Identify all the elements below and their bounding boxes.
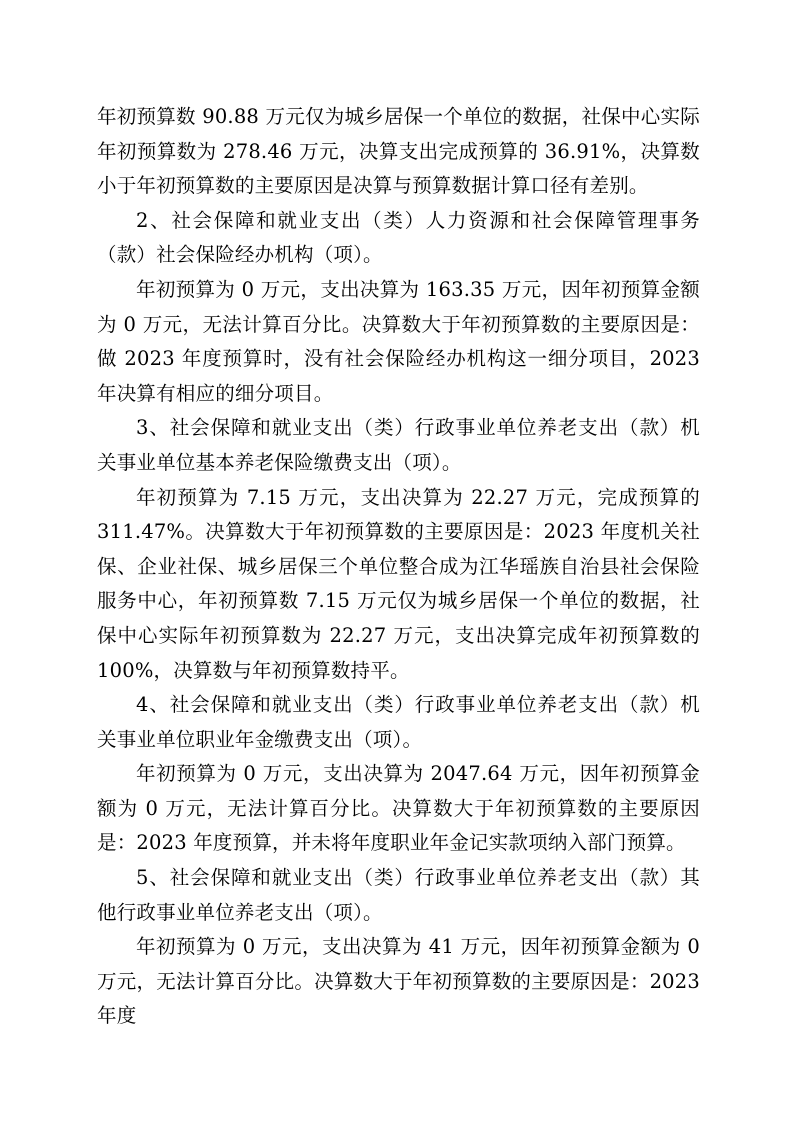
paragraph-budget-explanation-continued: 年初预算数 90.88 万元仅为城乡居保一个单位的数据，社保中心实际年初预算数为 278.46 万元，决算支出完成预算的 36.91%，决算数小于年初预算数的主要原因是决算与预算数据计算口径有差别。 [97,105,700,198]
paragraph-item-5-heading: 5、社会保障和就业支出（类）行政事业单位养老支出（款）其他行政事业单位养老支出（项）。 [97,866,700,924]
paragraph-item-3-heading: 3、社会保障和就业支出（类）行政事业单位养老支出（款）机关事业单位基本养老保险缴费支出（项）。 [97,416,700,474]
paragraph-item-5-detail: 年初预算为 0 万元，支出决算为 41 万元，因年初预算金额为 0 万元，无法计算百分比。决算数大于年初预算数的主要原因是：2023 年度 [97,935,700,1028]
paragraph-item-4-detail: 年初预算为 0 万元，支出决算为 2047.64 万元，因年初预算金额为 0 万元，无法计算百分比。决算数大于年初预算数的主要原因是：2023 年度预算，并未将年度职业年金记实款项纳入部门预算。 [97,762,700,855]
paragraph-item-4-heading: 4、社会保障和就业支出（类）行政事业单位养老支出（款）机关事业单位职业年金缴费支出（项）。 [97,693,700,751]
paragraph-item-2-heading: 2、社会保障和就业支出（类）人力资源和社会保障管理事务（款）社会保险经办机构（项）。 [97,208,700,267]
paragraph-item-2-detail: 年初预算为 0 万元，支出决算为 163.35 万元，因年初预算金额为 0 万元，无法计算百分比。决算数大于年初预算数的主要原因是：做 2023 年度预算时，没有社会保险经办机构这一细分项目，2023 年决算有相应的细分项目。 [97,277,700,405]
paragraph-item-3-detail: 年初预算为 7.15 万元，支出决算为 22.27 万元，完成预算的 311.47%。决算数大于年初预算数的主要原因是：2023 年度机关社保、企业社保、城乡居保三个单位整合成为江华瑶族自治县社会保险服务中心，年初预算数 7.15 万元仅为城乡居保一个单位的数据，社保中心实际年初预算数为 22.27 万元，支出决算完成年初预算数的 100%，决算数与年初预算数持平。 [97,485,700,682]
